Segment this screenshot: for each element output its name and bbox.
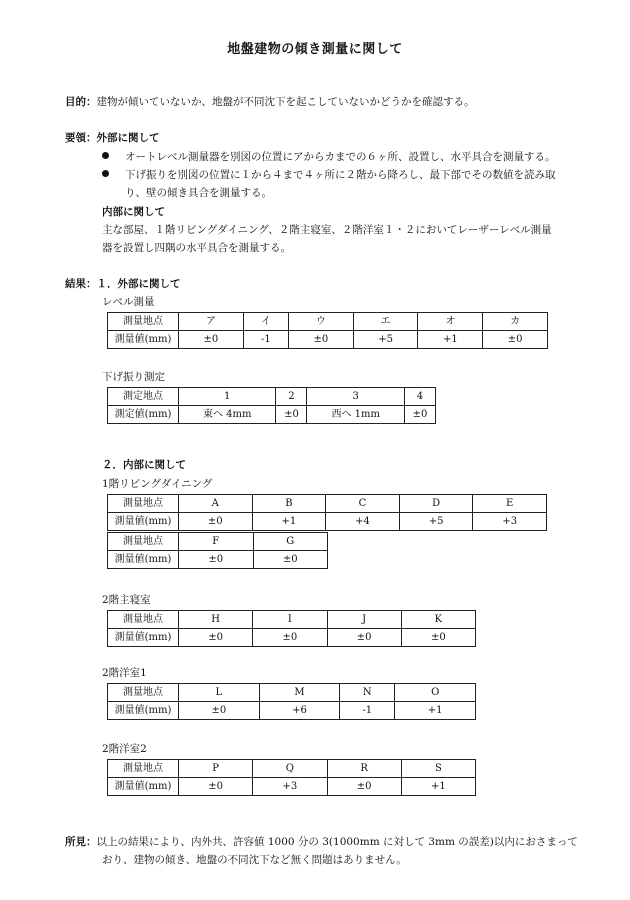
- table-cell: 1: [179, 388, 276, 406]
- table-cell: +1: [252, 513, 326, 531]
- table-cell: オ: [418, 313, 483, 331]
- table-cell: F: [179, 533, 254, 551]
- procedure-bullet-continuation: り、壁の傾き具合を測量する。: [125, 187, 272, 199]
- table-cell: J: [327, 611, 401, 629]
- findings-section: 所見：以上の結果により、内外共、許容値 1000 分の 3(1000mm に対して 3mm の誤差)以内におさまって: [65, 836, 578, 848]
- table-cell: 東へ 4mm: [179, 406, 276, 424]
- table-cell: ±0: [179, 551, 254, 569]
- table-cell: ±0: [179, 513, 253, 531]
- table-cell: B: [252, 495, 326, 513]
- table-cell: ±0: [401, 629, 475, 647]
- procedure-label: 要領: [65, 132, 86, 144]
- procedure-exterior-heading: 外部に関して: [96, 132, 160, 144]
- table-row: [108, 760, 476, 778]
- table-cell: C: [326, 495, 400, 513]
- table-header-cell: 測定地点: [108, 388, 179, 406]
- table-header-cell: 測量値(mm): [108, 629, 179, 647]
- table-header-cell: 測量値(mm): [108, 513, 179, 531]
- procedure-interior-text: 主な部屋、１階リビングダイニング、２階主寝室、２階洋室１・２においてレーザーレベル測量: [102, 224, 552, 236]
- table-cell: ±0: [327, 629, 401, 647]
- table-cell: D: [399, 495, 473, 513]
- procedure-bullet: オートレベル測量器を別図の位置にアからカまでの６ヶ所、設置し、水平具合を測量する。: [102, 149, 556, 165]
- table-cell: ±0: [288, 331, 353, 349]
- table-header-cell: 測量地点: [108, 533, 179, 551]
- table-cell: ±0: [179, 702, 260, 720]
- table-cell: G: [253, 533, 328, 551]
- table-row: [108, 331, 548, 349]
- living-caption: 1階リビングダイニング: [102, 478, 213, 490]
- table-header-cell: 測定値(mm): [108, 406, 179, 424]
- table-cell: -1: [340, 702, 395, 720]
- table-cell: ±0: [179, 778, 253, 796]
- findings-label: 所見: [65, 836, 86, 848]
- table-row: [108, 533, 328, 551]
- table-cell: イ: [243, 313, 288, 331]
- room2-table: [107, 759, 476, 796]
- table-row: [108, 313, 548, 331]
- procedure-interior-heading: 内部に関して: [102, 206, 165, 218]
- table-cell: S: [401, 760, 475, 778]
- findings-text: おり、建物の傾き、地盤の不同沈下など無く問題はありません。: [102, 854, 407, 866]
- table-cell: L: [179, 684, 260, 702]
- table-row: [108, 702, 476, 720]
- table-cell: +3: [253, 778, 327, 796]
- procedure-interior-text: 器を設置し四隅の水平具合を測量する。: [102, 242, 291, 254]
- table-cell: E: [473, 495, 547, 513]
- master-table: [107, 610, 476, 647]
- table-header-cell: 測量値(mm): [108, 702, 179, 720]
- table-header-cell: 測量値(mm): [108, 778, 179, 796]
- table-cell: ±0: [483, 331, 548, 349]
- results-interior-heading: ２．内部に関して: [102, 459, 186, 471]
- table-cell: N: [340, 684, 395, 702]
- room1-caption: 2階洋室1: [102, 667, 147, 679]
- table-header-cell: 測量地点: [108, 684, 179, 702]
- table-cell: +1: [395, 702, 476, 720]
- table-header-cell: 測量地点: [108, 760, 179, 778]
- table-cell: ±0: [327, 778, 401, 796]
- level-caption: レベル測量: [102, 296, 155, 308]
- table-cell: -1: [243, 331, 288, 349]
- table-cell: ア: [179, 313, 244, 331]
- table-cell: M: [259, 684, 340, 702]
- procedure-heading: 要領：外部に関して: [65, 132, 160, 144]
- table-cell: 4: [404, 388, 435, 406]
- table-header-cell: 測量値(mm): [108, 551, 179, 569]
- table-cell: ±0: [179, 629, 253, 647]
- room2-caption: 2階洋室2: [102, 743, 147, 755]
- table-cell: P: [179, 760, 253, 778]
- table-cell: O: [395, 684, 476, 702]
- table-cell: Q: [253, 760, 327, 778]
- table-cell: +6: [259, 702, 340, 720]
- table-cell: +3: [473, 513, 547, 531]
- level-table: [107, 312, 548, 349]
- table-header-cell: 測量値(mm): [108, 331, 179, 349]
- purpose-text: 建物が傾いていないか、地盤が不同沈下を起こしていないかどうかを確認する。: [96, 96, 475, 108]
- table-cell: A: [179, 495, 253, 513]
- table-cell: ±0: [179, 331, 244, 349]
- table-cell: R: [327, 760, 401, 778]
- table-row: [108, 406, 436, 424]
- living-table-1: [107, 494, 547, 531]
- plumb-table: [107, 387, 436, 424]
- table-row: [108, 778, 476, 796]
- table-cell: 3: [307, 388, 404, 406]
- table-header-cell: 測量地点: [108, 313, 179, 331]
- results-exterior-heading: １．外部に関して: [96, 278, 181, 290]
- table-cell: K: [401, 611, 475, 629]
- table-cell: +1: [401, 778, 475, 796]
- table-header-cell: 測量地点: [108, 611, 179, 629]
- table-cell: ±0: [253, 551, 328, 569]
- purpose-section: 目的：建物が傾いていないか、地盤が不同沈下を起こしていないかどうかを確認する。: [65, 96, 475, 108]
- table-cell: ±0: [276, 406, 307, 424]
- plumb-caption: 下げ振り測定: [102, 371, 165, 383]
- table-cell: ウ: [288, 313, 353, 331]
- procedure-bullet: 下げ振りを別図の位置に１から４まで４ヶ所に２階から降ろし、最下部でその数値を読み取: [102, 167, 556, 183]
- table-cell: +5: [399, 513, 473, 531]
- table-cell: カ: [483, 313, 548, 331]
- living-table-2: [107, 532, 328, 569]
- table-cell: エ: [353, 313, 418, 331]
- table-cell: +1: [418, 331, 483, 349]
- table-row: [108, 611, 476, 629]
- table-cell: I: [253, 611, 327, 629]
- table-cell: +5: [353, 331, 418, 349]
- table-cell: H: [179, 611, 253, 629]
- table-cell: 西へ 1mm: [307, 406, 404, 424]
- findings-text: 以上の結果により、内外共、許容値 1000 分の 3(1000mm に対して 3mm の誤差)以内におさまって: [96, 836, 578, 848]
- results-label: 結果: [65, 278, 86, 290]
- table-row: [108, 684, 476, 702]
- table-cell: ±0: [253, 629, 327, 647]
- document-title: 地盤建物の傾き測量に関して: [227, 42, 403, 57]
- table-cell: 2: [276, 388, 307, 406]
- table-cell: +4: [326, 513, 400, 531]
- table-row: [108, 513, 547, 531]
- bullet-icon: [102, 152, 109, 159]
- table-row: [108, 388, 436, 406]
- purpose-label: 目的: [65, 96, 86, 108]
- master-caption: 2階主寝室: [102, 594, 151, 606]
- bullet-icon: [102, 170, 109, 177]
- table-row: [108, 495, 547, 513]
- table-header-cell: 測量地点: [108, 495, 179, 513]
- table-row: [108, 551, 328, 569]
- table-cell: ±0: [404, 406, 435, 424]
- room1-table: [107, 683, 476, 720]
- results-heading: 結果：１．外部に関して: [65, 278, 181, 290]
- table-row: [108, 629, 476, 647]
